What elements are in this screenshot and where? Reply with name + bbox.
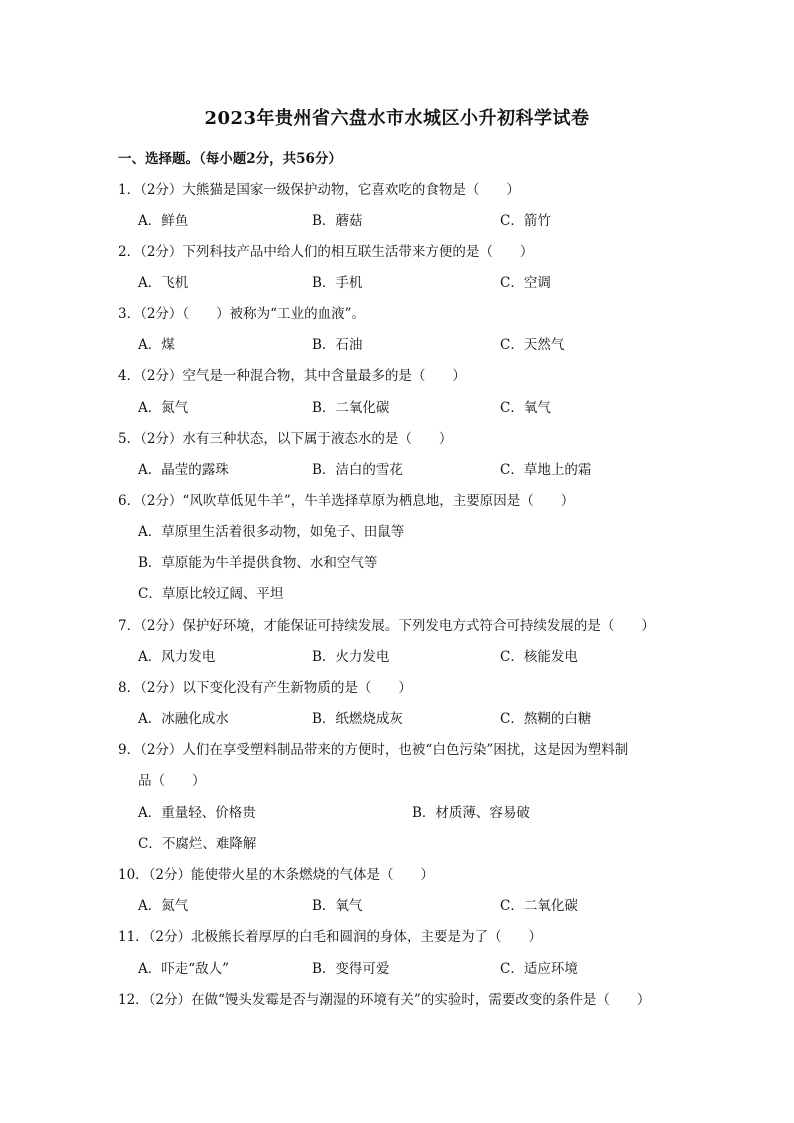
question-2: 2．（2分）下列科技产品中给人们的相互联生活带来方便的是（ ）	[118, 244, 534, 260]
q7-option-b[interactable]: B．火力发电	[312, 649, 390, 665]
q1-option-b[interactable]: B．蘑菇	[312, 213, 363, 229]
q4-option-a[interactable]: A．氮气	[138, 400, 189, 416]
q9-option-c[interactable]: C．不腐烂、难降解	[138, 836, 257, 852]
q7-option-a[interactable]: A．风力发电	[138, 649, 216, 665]
question-8: 8．（2分）以下变化没有产生新物质的是（ ）	[118, 680, 412, 696]
q5-option-a[interactable]: A．晶莹的露珠	[138, 462, 229, 478]
question-6: 6．（2分）“风吹草低见牛羊”，牛羊选择草原为栖息地，主要原因是（ ）	[118, 493, 575, 509]
page-title: 2023年贵州省六盘水市水城区小升初科学试卷	[204, 108, 590, 129]
q9-option-b[interactable]: B．材质薄、容易破	[412, 805, 530, 821]
question-1: 1．（2分）大熊猫是国家一级保护动物，它喜欢吃的食物是（ ）	[118, 182, 520, 198]
q5-option-b[interactable]: B．洁白的雪花	[312, 462, 403, 478]
q3-option-b[interactable]: B．石油	[312, 337, 363, 353]
q2-option-a[interactable]: A．飞机	[138, 275, 189, 291]
q1-option-a[interactable]: A．鲜鱼	[138, 213, 189, 229]
q10-option-b[interactable]: B．氧气	[312, 898, 363, 914]
q10-option-c[interactable]: C．二氧化碳	[500, 898, 578, 914]
q3-option-c[interactable]: C．天然气	[500, 337, 565, 353]
q10-option-a[interactable]: A．氮气	[138, 898, 189, 914]
q11-option-b[interactable]: B．变得可爱	[312, 961, 390, 977]
question-3: 3．（2分）（ ）被称为“工业的血液”。	[118, 306, 365, 322]
q7-option-c[interactable]: C．核能发电	[500, 649, 578, 665]
section-heading: 一、选择题。（每小题2分，共56分）	[118, 151, 342, 167]
q6-option-c[interactable]: C．草原比较辽阔、平坦	[138, 586, 284, 602]
q9-option-a[interactable]: A．重量轻、价格贵	[138, 805, 256, 821]
question-11: 11．（2分）北极熊长着厚厚的白毛和圆润的身体，主要是为了（ ）	[118, 929, 543, 945]
question-10: 10．（2分）能使带火星的木条燃烧的气体是（ ）	[118, 867, 435, 883]
question-9: 9．（2分）人们在享受塑料制品带来的方便时，也被“白色污染”困扰，这是因为塑料制	[118, 742, 629, 758]
q5-option-c[interactable]: C．草地上的霜	[500, 462, 592, 478]
question-9-continued: 品（ ）	[138, 773, 206, 789]
q1-option-c[interactable]: C．箭竹	[500, 213, 551, 229]
question-4: 4．（2分）空气是一种混合物，其中含量最多的是（ ）	[118, 368, 466, 384]
q8-option-a[interactable]: A．冰融化成水	[138, 711, 229, 727]
q3-option-a[interactable]: A．煤	[138, 337, 175, 353]
question-12: 12．（2分）在做“馒头发霉是否与潮湿的环境有关”的实验时，需要改变的条件是（ ）	[118, 992, 651, 1008]
question-7: 7．（2分）保护好环境，才能保证可持续发展。下列发电方式符合可持续发展的是（ ）	[118, 618, 655, 634]
q8-option-c[interactable]: C．熬糊的白糖	[500, 711, 592, 727]
q11-option-a[interactable]: A．吓走“敌人”	[138, 961, 230, 977]
question-5: 5．（2分）水有三种状态，以下属于液态水的是（ ）	[118, 431, 453, 447]
q4-option-c[interactable]: C．氧气	[500, 400, 551, 416]
q8-option-b[interactable]: B．纸燃烧成灰	[312, 711, 403, 727]
q2-option-b[interactable]: B．手机	[312, 275, 363, 291]
q11-option-c[interactable]: C．适应环境	[500, 961, 578, 977]
q6-option-a[interactable]: A．草原里生活着很多动物，如兔子、田鼠等	[138, 524, 405, 540]
q2-option-c[interactable]: C．空调	[500, 275, 551, 291]
q4-option-b[interactable]: B．二氧化碳	[312, 400, 390, 416]
q6-option-b[interactable]: B．草原能为牛羊提供食物、水和空气等	[138, 555, 378, 571]
